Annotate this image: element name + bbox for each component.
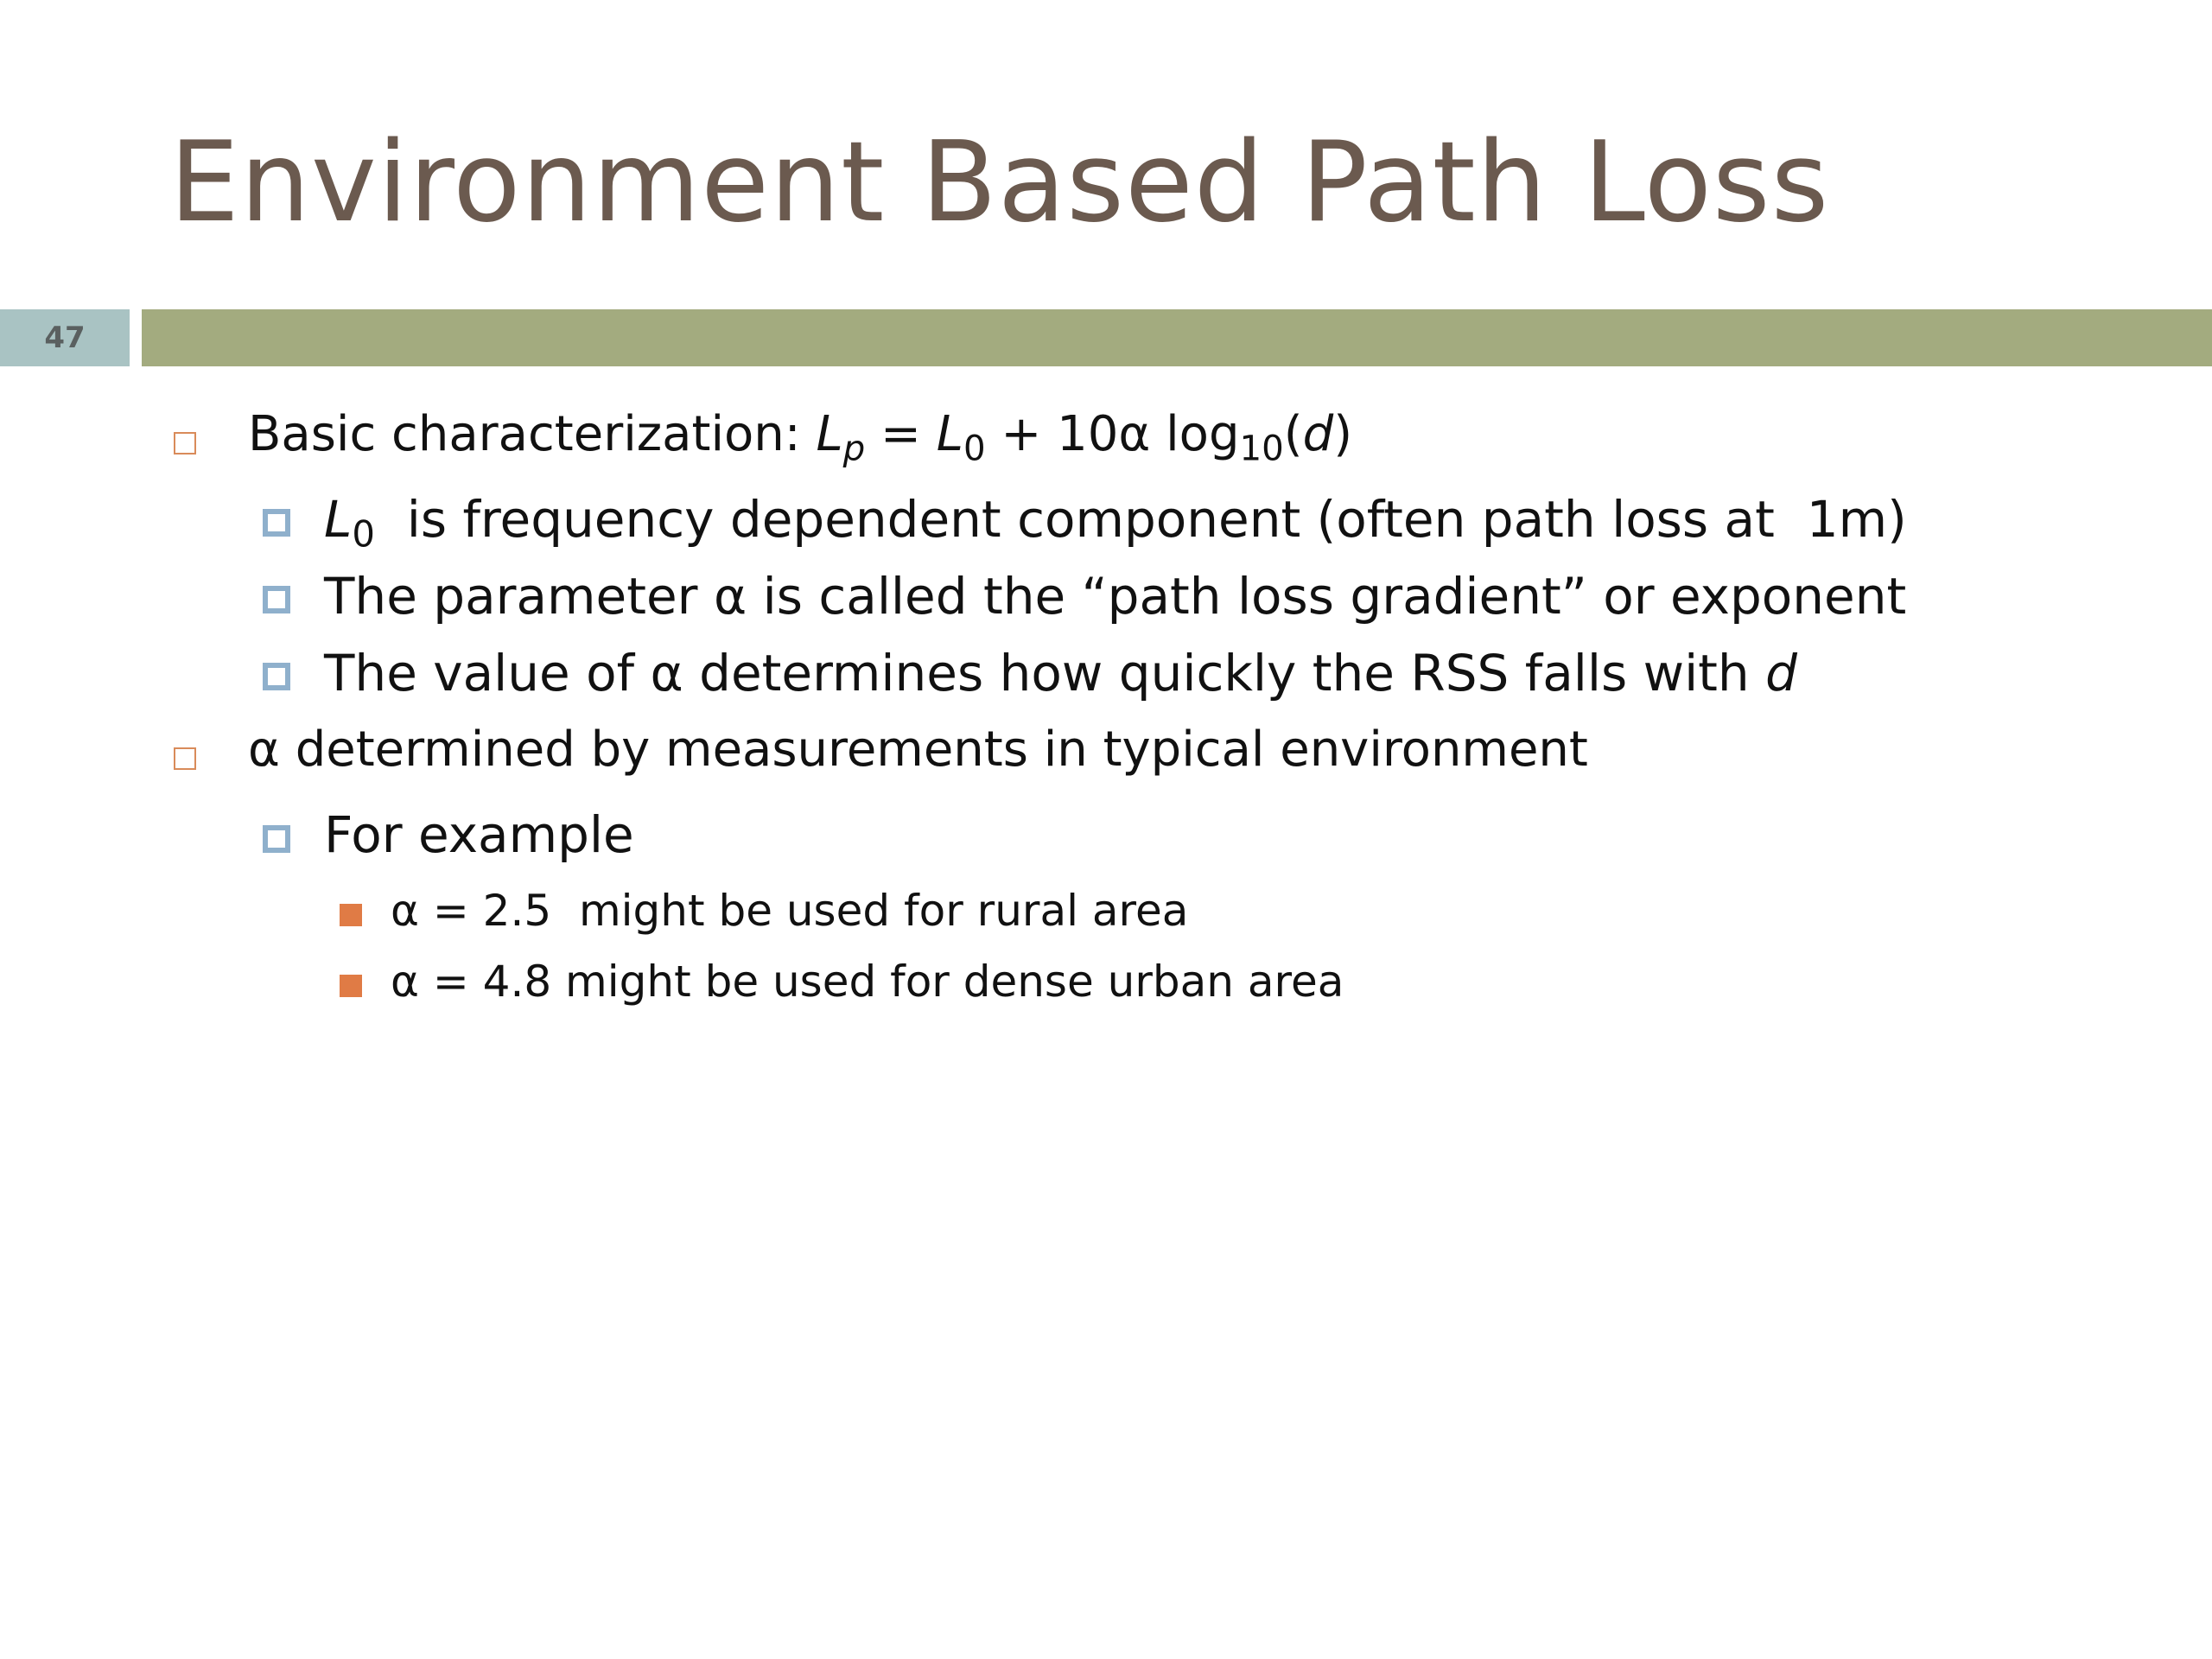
urban-example-text: α = 4.8 might be used for dense urban area <box>391 957 1344 1007</box>
bullet-alpha-determined <box>248 721 1588 778</box>
path-loss-gradient-text: The parameter α is called the “path loss gradient” or exponent <box>324 567 1907 626</box>
l0-subscript: 0 <box>352 512 375 556</box>
bullet-hollow-square-icon <box>263 825 290 853</box>
formula-lp-subscript: p <box>842 428 866 469</box>
bullet-alpha-rss <box>324 644 1797 702</box>
bullet-rural-example <box>391 886 1188 936</box>
formula-l0-subscript: 0 <box>963 428 986 469</box>
bullet-hollow-square-icon <box>263 663 290 690</box>
bullet-l0-definition <box>324 490 1907 556</box>
bullet-basic-characterization <box>248 406 1353 469</box>
alpha-determined-text: α determined by measurements in typical environment <box>248 721 1588 778</box>
slide-title: Environment Based Path Loss <box>169 118 1830 247</box>
for-example-text: For example <box>324 805 634 864</box>
bullet-hollow-square-icon <box>263 586 290 613</box>
bullet-hollow-square-icon <box>263 509 290 537</box>
formula-plus-term: + 10α log <box>985 406 1240 462</box>
bullet-urban-example <box>391 957 1344 1007</box>
bullet-path-loss-gradient <box>324 567 1906 626</box>
formula-log-base: 10 <box>1239 428 1284 469</box>
l0-symbol: L <box>324 490 353 549</box>
formula-equals: = <box>865 406 937 462</box>
formula-paren-close: ) <box>1333 406 1353 462</box>
page-number: 47 <box>0 309 130 366</box>
bullet-filled-square-icon <box>340 975 362 997</box>
l0-description: is frequency dependent component (often path loss at 1m) <box>374 490 1907 549</box>
bullet-square-icon <box>174 432 196 454</box>
formula-paren-open: ( <box>1283 406 1303 462</box>
formula-lp: L <box>816 406 843 462</box>
basic-char-label: Basic characterization: <box>248 406 817 462</box>
alpha-rss-d: d <box>1765 644 1797 702</box>
rural-example-text: α = 2.5 might be used for rural area <box>391 886 1189 936</box>
alpha-rss-text: The value of α determines how quickly the RSS falls with <box>324 644 1766 702</box>
formula-l0: L <box>936 406 963 462</box>
formula-d: d <box>1302 406 1334 462</box>
bullet-for-example <box>324 805 634 864</box>
bullet-square-icon <box>174 747 196 770</box>
bullet-filled-square-icon <box>340 904 362 926</box>
